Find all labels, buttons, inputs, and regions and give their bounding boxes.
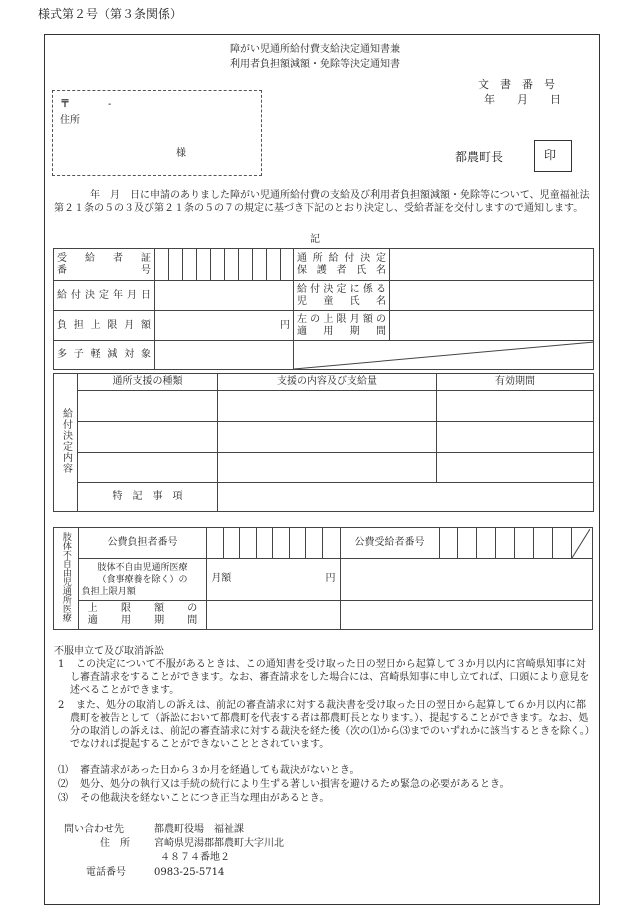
table-cell xyxy=(340,601,593,630)
table-cell xyxy=(218,453,437,483)
title-line-2: 利用者負担額減額・免除等決定通知書 xyxy=(230,59,400,70)
cert-digit-cell xyxy=(239,249,253,281)
appeal-sub-1: 審査請求があった日から３か月を経過しても裁決がないとき。 xyxy=(80,765,360,776)
postal-dash: - xyxy=(108,99,112,110)
title-line-1: 障がい児通所給付費支給決定通知書兼 xyxy=(230,44,400,55)
child-name-label: 給付決定に係る 児 童 氏 名 xyxy=(294,281,390,311)
medical-cap-label: 肢体不自由児通所医療 （食事療養を除く）の 負担上限月額 xyxy=(78,559,207,601)
cert-digit-cell xyxy=(253,249,267,281)
child-name-value xyxy=(390,281,594,311)
intro-paragraph: 年 月 日に申請のありました障がい児通所給付費の支給及び利用者負担額減額・免除等について、児童福祉法第２１条の５の３及び第２１条の５の７の規定に基づき下記のとおり決定し、受給者証を交付しますので通知します。 xyxy=(54,190,590,214)
payer-number-label: 公費負担者番号 xyxy=(78,528,207,559)
honorific: 様 xyxy=(176,148,186,159)
recipient-slash xyxy=(572,528,590,559)
monthly-label: 月額 xyxy=(211,573,232,584)
appeal-sub-1-number: ⑴ xyxy=(58,765,68,776)
payer-digit-cell xyxy=(256,528,273,559)
recipient-digit-cell xyxy=(552,528,571,559)
decision-date-label: 給付決定年月日 xyxy=(54,281,155,311)
table-cell xyxy=(78,391,218,422)
benefit-side-label: 給付決定内容 xyxy=(60,407,72,474)
payer-digit-cell xyxy=(223,528,240,559)
diagonal-slash xyxy=(294,341,594,370)
document-number-label: 文 書 番 号 xyxy=(478,78,555,91)
postal-mark: 〒 xyxy=(60,99,70,110)
medical-table xyxy=(53,527,593,630)
appeal-heading: 不服申立て及び取消訴訟 xyxy=(54,646,164,657)
appeal-item-1-number: 1 xyxy=(58,659,65,670)
medical-period-value xyxy=(207,601,340,630)
table-cell xyxy=(437,422,594,453)
cert-digit-cell xyxy=(211,249,225,281)
recipient-digit-cell xyxy=(496,528,515,559)
multi-child-value xyxy=(155,341,294,370)
contact-phone: 0983-25-5714 xyxy=(154,867,225,878)
contact-label: 問い合わせ先 xyxy=(64,824,124,835)
appeal-sub-3: その他裁決を経ないことにつき正当な理由があるとき。 xyxy=(80,793,330,804)
sender-name: 都農町長 xyxy=(455,150,504,164)
payer-digit-cell xyxy=(289,528,306,559)
contact-phone-label: 電話番号 xyxy=(86,867,126,878)
validity-period-header: 有効期間 xyxy=(437,374,594,391)
monthly-cap-value: 円 xyxy=(155,311,294,341)
recipient-digit-cell xyxy=(515,528,534,559)
address-label: 住所 xyxy=(60,115,80,126)
medical-side-label: 肢体不自由児通所医療 xyxy=(60,531,71,622)
guardian-name-label: 通所給付決定 保護者氏名 xyxy=(294,249,390,281)
support-type-header: 通所支援の種類 xyxy=(78,374,218,391)
decision-table xyxy=(53,248,594,370)
table-cell xyxy=(437,391,594,422)
diagonal-slash-cell xyxy=(294,341,594,370)
public-recipient-number-label: 公費受給者番号 xyxy=(340,528,439,559)
table-cell xyxy=(218,422,437,453)
benefit-content-table xyxy=(53,373,594,512)
recipient-digit-cell xyxy=(439,528,458,559)
table-cell xyxy=(340,559,593,601)
contact-address-line-2: ４８７４番地２ xyxy=(160,852,230,863)
recipient-digit-cell xyxy=(477,528,496,559)
benefit-side-label-cell xyxy=(54,374,78,512)
table-cell xyxy=(218,391,437,422)
contact-office: 都農町役場 福祉課 xyxy=(154,824,244,835)
cert-digit-cell xyxy=(281,249,294,281)
payer-digit-cell xyxy=(273,528,290,559)
cap-period-value xyxy=(390,311,594,341)
appeal-item-2: また、処分の取消しの訴えは、前記の審査請求に対する裁決書を受け取った日の翌日から起算して６か月以内に都農町を被告として（訴訟において都農町を代表する者は都農町長となります。）、提起することができます。なお、処分の取消しの訴えは、前記の審査請求に対する裁決を経た後（次の⑴から⑶までのいずれかに該当するときを除く。）でなければ提起することができないこととされています。 xyxy=(70,700,590,750)
cap-period-label: 左の上限月額の 適 用 期 間 xyxy=(294,311,390,341)
cert-digit-cell xyxy=(267,249,281,281)
appeal-item-1: この決定について不服があるときは、この通知書を受け取った日の翌日から起算して３か月以内に宮崎県知事に対し審査請求をすることができます。なお、審査請求をした場合には、宮崎県知事に申し立てれば、口頭により意見を述べることができます。 xyxy=(70,659,590,696)
cert-digit-cell xyxy=(169,249,183,281)
appeal-sub-2: 処分、処分の執行又は手続の続行により生ずる著しい損害を避けるため緊急の必要があるとき。 xyxy=(80,779,510,790)
cert-digit-cell xyxy=(197,249,211,281)
payer-digit-cell xyxy=(207,528,224,559)
appeal-sub-3-number: ⑶ xyxy=(58,793,68,804)
medical-cap-value xyxy=(207,559,340,601)
medical-side-label-cell xyxy=(54,528,79,630)
payer-digit-cell xyxy=(306,528,323,559)
appeal-sub-2-number: ⑵ xyxy=(58,779,68,790)
monthly-cap-label: 負担上限月額 xyxy=(54,311,155,341)
cert-digit-cell xyxy=(155,249,169,281)
remarks-value xyxy=(218,483,594,512)
ki-heading: 記 xyxy=(310,234,320,245)
table-cell xyxy=(78,422,218,453)
medical-period-label: 上 限 額 の 適 用 期 間 xyxy=(78,601,207,630)
cert-digit-cell xyxy=(183,249,197,281)
contact-address-line-1: 宮崎県児湯郡都農町大字川北 xyxy=(154,838,284,849)
issue-date-label: 年 月 日 xyxy=(484,93,561,106)
remarks-label: 特 記 事 項 xyxy=(78,483,218,512)
contact-address-label: 住 所 xyxy=(100,838,130,849)
yen-label: 円 xyxy=(325,573,336,584)
seal-mark: 印 xyxy=(544,148,557,162)
table-cell xyxy=(78,453,218,483)
payer-digit-cell xyxy=(240,528,257,559)
decision-date-value xyxy=(155,281,294,311)
cert-digit-cell xyxy=(225,249,239,281)
support-content-header: 支援の内容及び支給量 xyxy=(218,374,437,391)
payer-digit-cell xyxy=(322,528,340,559)
appeal-item-2-number: 2 xyxy=(58,700,65,711)
recipient-slash-cell xyxy=(571,528,592,559)
form-number: 様式第２号（第３条関係） xyxy=(38,7,183,21)
recipient-cert-number-label: 受 給 者 証 番 号 xyxy=(54,249,155,281)
recipient-digit-cell xyxy=(533,528,552,559)
multi-child-label: 多子軽減対象 xyxy=(54,341,155,370)
guardian-name-value xyxy=(390,249,594,281)
recipient-digit-cell xyxy=(458,528,477,559)
recipient-address-box xyxy=(52,90,262,176)
table-cell xyxy=(437,453,594,483)
